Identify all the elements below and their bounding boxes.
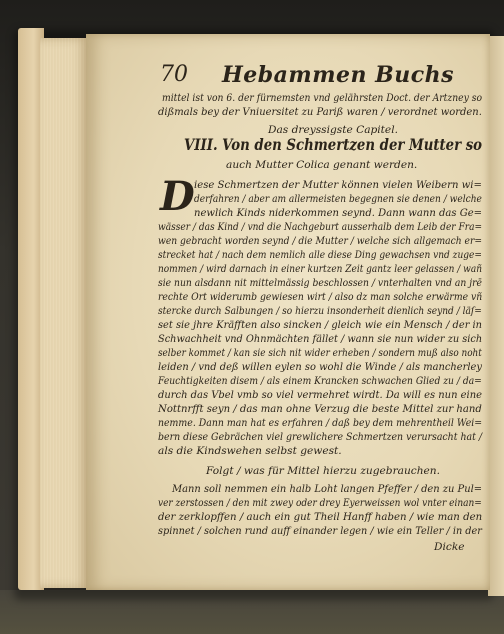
drop-cap-initial: D [160,173,195,220]
text-line: dißmals bey der Vniuersitet zu Pariß waren / verordnet worden. [158,106,482,118]
page-edges [40,38,88,588]
text-line: selber kommet / kan sie sich nit wider erheben / sondern muß also noht [158,347,482,359]
catchword: Dicke [434,541,465,553]
page-header [160,62,460,92]
text-line: strecket hat / nach dem nemlich alle diese Ding gewachsen vnd zuge= [158,249,482,261]
page-number: 70 [160,62,188,87]
text-line: leiden / vnd deß willen eylen so wohl die Winde / als mancherley [158,361,482,373]
text-line: derfahren / aber am allermeisten begegnen sie denen / welche [194,193,482,205]
text-line: wen gebracht worden seynd / die Mutter / welche sich allgemach er= [158,235,483,247]
text-line: ver zerstossen / den mit zwey oder drey Eyerweissen wol vnter einan= [158,497,482,509]
text-line: sie nun alsdann nit mittelmässig beschlossen / vnterhalten vnd an jrē [158,277,482,289]
text-line: iese Schmertzen der Mutter können vielen Weibern wi= [194,179,482,191]
text-line: nommen / wird darnach in einer kurtzen Zeit gantz leer gelassen / wañ [158,263,482,275]
text-line: Feuchtigkeiten disem / als einem Krancken schwachen Glied zu / da= [158,375,482,387]
text-line: Mann soll nemmen ein halb Loht langen Pfeffer / den zu Pul= [172,483,483,495]
running-head: Hebammen Buchs [222,62,454,88]
text-line: wässer / das Kind / vnd die Nachgeburt ausserhalb dem Leib der Fra= [158,221,483,233]
text-line: durch das Vbel vmb so viel vermehret wirdt. Da will es nun eine [158,389,483,401]
chapter-number: Das dreyssigste Capitel. [268,124,398,136]
section-heading: Folgt / was für Mittel hierzu zugebrauchen. [206,465,440,477]
text-line: mittel ist von 6. der fürnemsten vnd gelährsten Doct. der Artzney so [162,92,483,104]
text-line: Schwachheit vnd Ohnmächten fället / wann sie nun wider zu sich [158,333,483,345]
text-line: bern diese Gebrächen viel grewlichere Schmertzen verursacht hat / [158,431,483,443]
text-line: als die Kindswehen selbst gewest. [158,445,342,457]
text-line: set sie jhre Kräfften also sincken / gleich wie ein Mensch / der in [158,319,483,331]
text-line: newlich Kinds niderkommen seynd. Dann wann das Ge= [194,207,483,219]
chapter-subtitle: auch Mutter Colica genant werden. [226,159,418,171]
chapter-title: VIII. Von den Schmertzen der Mutter so [184,135,483,154]
text-line: Nottnrfft seyn / das man ohne Verzug die beste Mittel zur hand [158,403,482,415]
text-line: rechte Ort widerumb gewiesen wirt / also dz man solche erwärme vñ [158,291,483,303]
next-page-edge [488,36,504,596]
text-line: nemme. Dann man hat es erfahren / daß bey dem mehrentheil Wei= [158,417,483,429]
text-line: stercke durch Salbungen / so hierzu insonderheit dienlich seynd / läſ= [158,305,482,317]
text-line: spinnet / solchen rund auff einander legen / wie ein Teller / in der [158,525,482,537]
text-line: der zerklopffen / auch ein gut Theil Hanff haben / wie man den [158,511,483,523]
